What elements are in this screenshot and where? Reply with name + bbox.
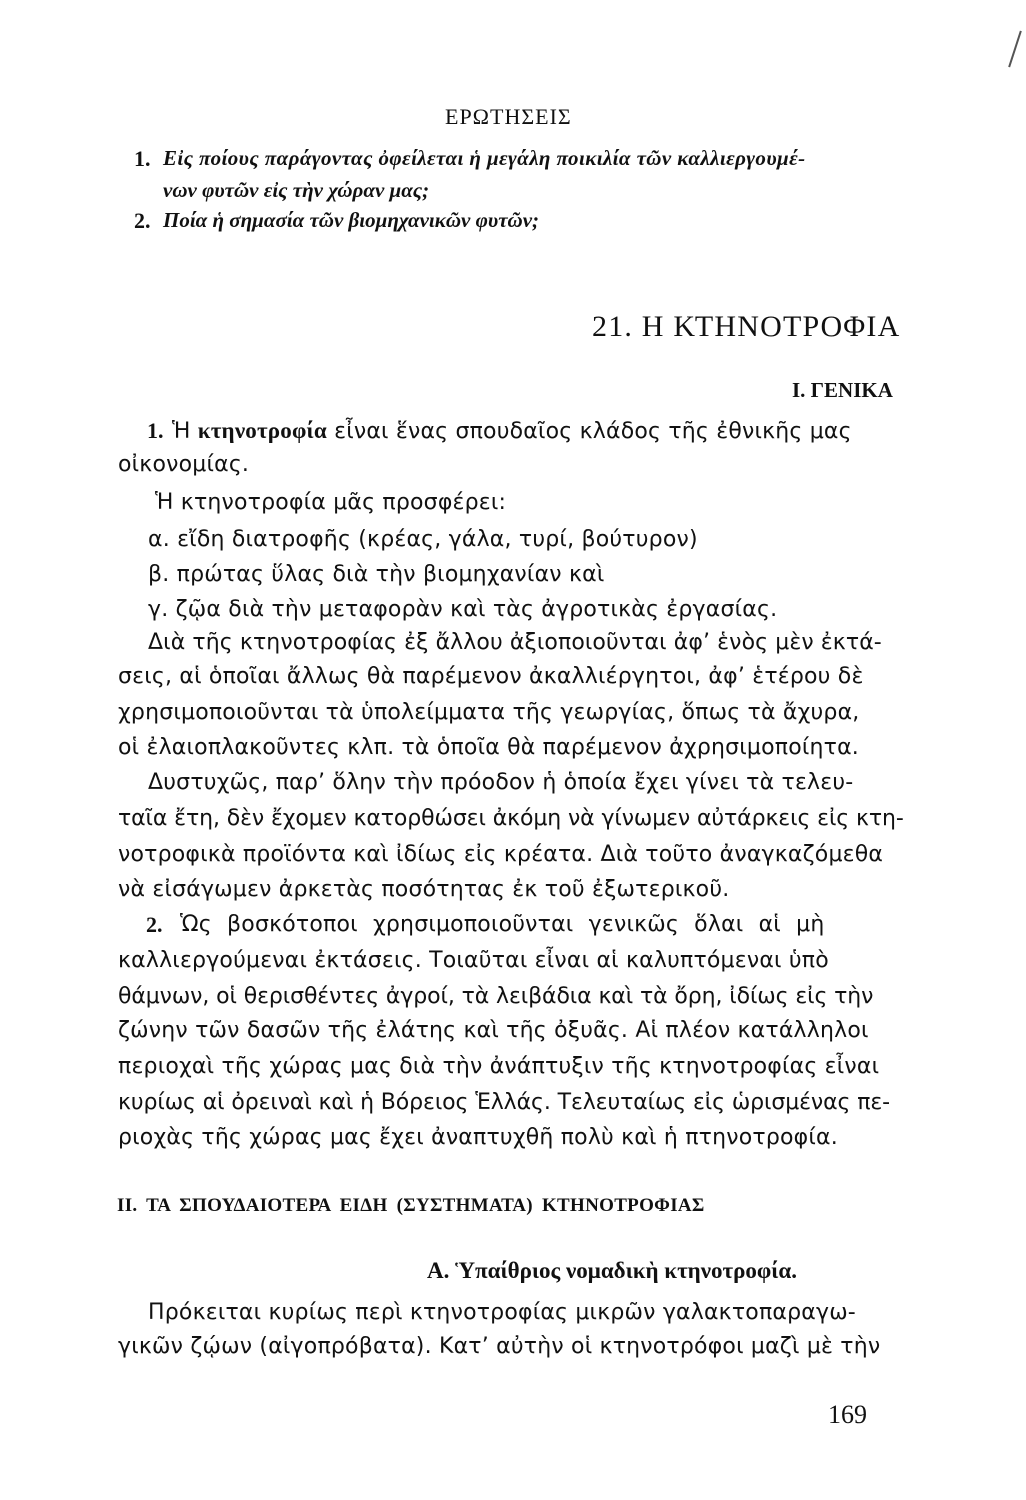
paragraph-2-line-1: Διὰ τῆς κτηνοτροφίας ἐξ ἄλλου ἀξιοποιοῦνται ἀφ’ ἑνὸς μὲν ἐκτά- (148, 630, 882, 655)
paragraph-2-line-2: σεις, αἱ ὁποῖαι ἄλλως θὰ παρέμενον ἀκαλλιέργητοι, ἀφ’ ἑτέρου δὲ (118, 664, 864, 689)
list-item-gamma: γ. ζῷα διὰ τὴν μεταφορὰν καὶ τὰς ἀγροτικὰς ἐργασίας. (148, 597, 778, 622)
paragraph-4-line-7: ριοχὰς τῆς χώρας μας ἔχει ἀναπτυχθῆ πολὺ καὶ ἡ πτηνοτροφία. (118, 1125, 838, 1150)
paragraph-1-line-3: Ἡ κτηνοτροφία μᾶς προσφέρει: (155, 490, 507, 515)
chapter-title: 21. Η ΚΤΗΝΟΤΡΟΦΙΑ (592, 310, 901, 343)
question-1-line-1: Εἰς ποίους παράγοντας ὀφείλεται ἡ μεγάλη ποικιλία τῶν καλλιεργουμέ- (163, 146, 806, 170)
paragraph-5-line-2: γικῶν ζῴων (αἰγοπρόβατα). Κατ’ αὐτὴν οἱ κτηνοτρόφοι μαζὶ μὲ τὴν (118, 1334, 881, 1359)
paragraph-4-line-4: ζώνην τῶν δασῶν τῆς ἐλάτης καὶ τῆς ὀξυᾶς. Αἱ πλέον κατάλληλοι (118, 1018, 869, 1043)
question-1-line-2: νων φυτῶν εἰς τὴν χώραν μας; (163, 178, 430, 202)
paragraph-4-line-3: θάμνων, οἱ θερισθέντες ἀγροί, τὰ λειβάδια καὶ τὰ ὄρη, ἰδίως εἰς τὴν (118, 984, 874, 1009)
corner-mark (1008, 31, 1022, 68)
paragraph-1-line-1-pre: Ἡ (172, 419, 198, 444)
paragraph-4-line-1: Ὡς βοσκότοποι χρησιμοποιοῦνται γενικῶς ὅλαι αἱ μὴ (180, 912, 825, 937)
section-2-heading: ΙΙ. ΤΑ ΣΠΟΥΔΑΙΟΤΕΡΑ ΕΙΔΗ (ΣΥΣΤΗΜΑΤΑ) ΚΤΗΝΟΤΡΟΦΙΑΣ (117, 1195, 705, 1216)
question-2-number: 2. (134, 208, 151, 233)
paragraph-4-number: 2. (146, 912, 163, 937)
question-2-line-1: Ποία ἡ σημασία τῶν βιομηχανικῶν φυτῶν; (163, 208, 540, 232)
paragraph-1-number: 1. (147, 418, 164, 443)
paragraph-2-line-3: χρησιμοποιοῦνται τὰ ὑπολείμματα τῆς γεωργίας, ὅπως τὰ ἄχυρα, (118, 700, 860, 725)
section-1-heading: Ι. ΓΕΝΙΚΑ (792, 378, 893, 402)
paragraph-3-line-4: νὰ εἰσάγωμεν ἀρκετὰς ποσότητας ἐκ τοῦ ἐξωτερικοῦ. (118, 877, 730, 902)
question-1-number: 1. (134, 146, 151, 171)
paragraph-3-line-2: ταῖα ἔτη, δὲν ἔχομεν κατορθώσει ἀκόμη νὰ γίνωμεν αὐτάρκεις εἰς κτη- (118, 806, 904, 831)
paragraph-3-line-1: Δυστυχῶς, παρ’ ὅλην τὴν πρόοδον ἡ ὁποία ἔχει γίνει τὰ τελευ- (148, 770, 854, 795)
paragraph-2-line-4: οἱ ἐλαιοπλακοῦντες κλπ. τὰ ὁποῖα θὰ παρέμενον ἀχρησιμοποίητα. (118, 735, 860, 760)
paragraph-4-line-5: περιοχαὶ τῆς χώρας μας διὰ τὴν ἀνάπτυξιν τῆς κτηνοτροφίας εἶναι (118, 1054, 880, 1079)
paragraph-1-line-1 (172, 418, 852, 444)
questions-heading: ΕΡΩΤΗΣΕΙΣ (445, 104, 572, 129)
paragraph-1-line-2: οἰκονομίας. (118, 452, 250, 477)
page-number: 169 (828, 1400, 867, 1429)
list-item-alpha: α. εἴδη διατροφῆς (κρέας, γάλα, τυρί, βούτυρον) (148, 527, 698, 552)
paragraph-4-line-2: καλλιεργούμεναι ἐκτάσεις. Τοιαῦται εἶναι αἱ καλυπτόμεναι ὑπὸ (118, 948, 829, 973)
paragraph-1-line-1-post: εἶναι ἕνας σπουδαῖος κλάδος τῆς ἐθνικῆς μας (326, 419, 852, 444)
subsection-a-heading: Α. Ὑπαίθριος νομαδικὴ κτηνοτροφία. (427, 1258, 797, 1283)
paragraph-3-line-3: νοτροφικὰ προϊόντα καὶ ἰδίως εἰς κρέατα. Διὰ τοῦτο ἀναγκαζόμεθα (118, 842, 884, 867)
paragraph-4-line-6: κυρίως αἱ ὀρειναὶ καὶ ἡ Βόρειος Ἑλλάς. Τελευταίως εἰς ὡρισμένας πε- (118, 1090, 890, 1115)
key-term-ktinotrofia: κτηνοτροφία (197, 418, 327, 443)
paragraph-5-line-1: Πρόκειται κυρίως περὶ κτηνοτροφίας μικρῶν γαλακτοπαραγω- (148, 1300, 856, 1325)
list-item-beta: β. πρώτας ὕλας διὰ τὴν βιομηχανίαν καὶ (148, 562, 605, 587)
